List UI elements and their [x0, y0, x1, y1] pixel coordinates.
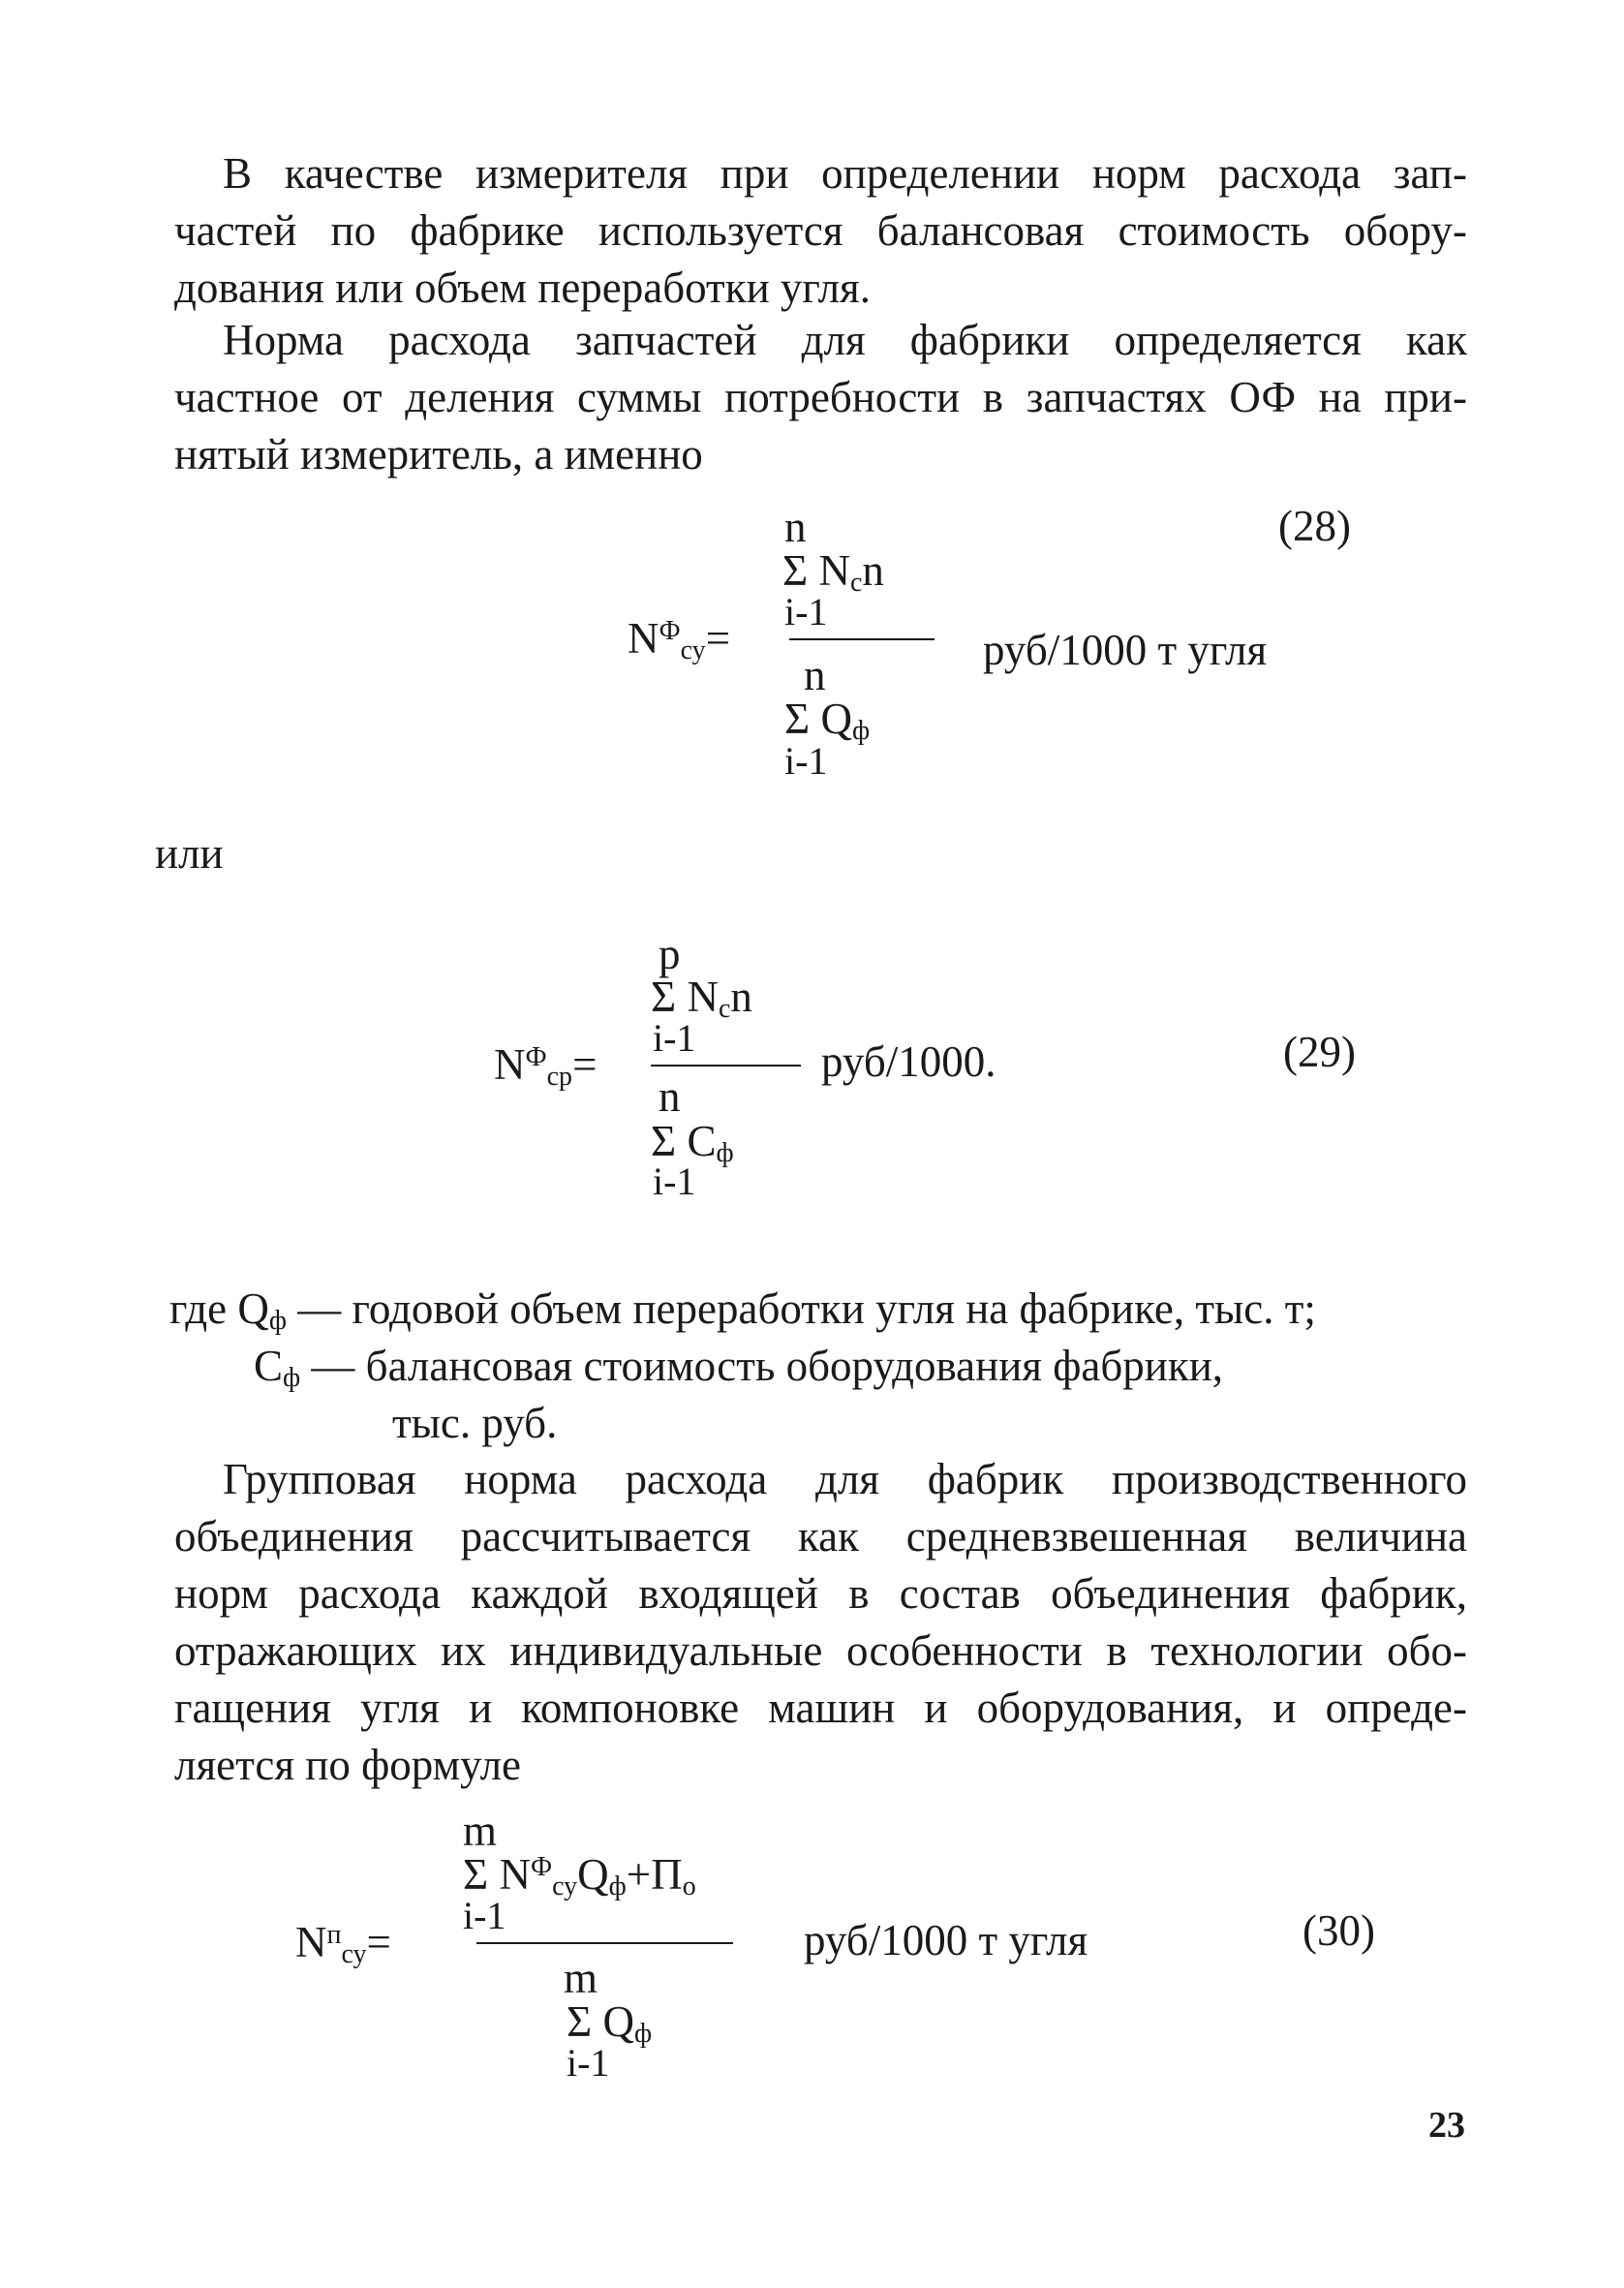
formula-30-lhs: $N^п_{су}=$ [295, 1918, 391, 1969]
paragraph-3-line: объединения рассчитывается как средневзвешенная величина [174, 1512, 1467, 1561]
formula-30-fraction-bar [476, 1942, 733, 1944]
definitions-line-2: $C_ф$ — балансовая стоимость оборудования фабрики, [254, 1342, 1224, 1393]
formula-30-unit: руб/1000 т угля [804, 1916, 1088, 1964]
formula-29-num-lower: i-1 [653, 1016, 696, 1060]
definition-symbol-c: $C_ф$ [254, 1342, 301, 1393]
formula-29-denominator: Σ $C_ф$ [651, 1117, 734, 1168]
paragraph-3 [174, 1451, 1467, 1794]
formula-29-den-lower: i-1 [653, 1159, 696, 1203]
definitions-line-3: тыс. руб. [392, 1399, 558, 1447]
formula-29-numerator: Σ $N_сn$ [651, 973, 752, 1024]
formula-29-fraction-bar [651, 1065, 801, 1067]
formula-29-lhs: $N^Ф_{ср}=$ [494, 1040, 598, 1092]
paragraph-3-line: гащения угля и компоновке машин и оборудования, и опреде- [174, 1684, 1467, 1732]
formula-30-num-upper: m [463, 1807, 498, 1855]
definitions-line-1: где $Q_ф$ — годовой объем переработки угля на фабрике, тыс. т; [169, 1284, 1316, 1336]
formula-30-den-lower: i-1 [567, 2041, 610, 2085]
formula-30-numerator: Σ $N^Ф_{су}Q_ф+П_о$ [463, 1850, 696, 1902]
formula-28-number: (28) [1278, 502, 1351, 550]
paragraph-1 [174, 145, 1467, 317]
paragraph-3-line: норм расхода каждой входящей в состав объединения фабрик, [174, 1569, 1467, 1618]
definition-symbol-q: $Q_ф$ [237, 1284, 287, 1336]
formula-30-num-lower: i-1 [463, 1894, 506, 1937]
formula-29-den-upper: n [659, 1072, 681, 1121]
formula-28-numerator: Σ $N_сn$ [782, 546, 884, 598]
formula-28-num-lower: i-1 [784, 590, 828, 634]
formula-29-unit: руб/1000. [821, 1037, 996, 1086]
paragraph-3-line: Групповая норма расхода для фабрик производственного [223, 1455, 1467, 1503]
paragraph-2 [174, 312, 1467, 483]
paragraph-1-line: частей по фабрике используется балансовая стоимость обору- [174, 206, 1467, 255]
paragraph-1-line: В качестве измерителя при определении норм расхода зап- [223, 149, 1467, 198]
paragraph-2-line: Норма расхода запчастей для фабрики определяется как [223, 316, 1467, 364]
formula-28-denominator: Σ $Q_ф$ [784, 695, 871, 746]
paragraph-3-line: отражающих их индивидуальные особенности в технологии обо- [174, 1626, 1467, 1675]
formula-28-den-lower: i-1 [784, 739, 828, 783]
formula-29-number: (29) [1283, 1028, 1356, 1076]
page-number: 23 [1428, 2105, 1465, 2146]
formula-30-number: (30) [1302, 1906, 1375, 1955]
formula-28-den-upper: n [804, 651, 826, 699]
formula-28-lhs: $N^Ф_{су}=$ [628, 614, 731, 665]
paragraph-2-line: частное от деления суммы потребности в запчастях ОФ на при- [174, 373, 1467, 421]
formula-30-denominator: Σ $Q_ф$ [567, 1997, 653, 2049]
formula-28-fraction-bar [789, 638, 935, 640]
paragraph-2-line: нятый измеритель, а именно [174, 430, 703, 479]
formula-28-unit: руб/1000 т угля [983, 626, 1268, 674]
connector-word: или [155, 829, 224, 878]
paragraph-1-line: дования или объем переработки угля. [174, 263, 871, 312]
formula-29-num-upper: p [659, 930, 681, 978]
formula-30-den-upper: m [564, 1954, 598, 2002]
formula-28-num-upper: n [784, 503, 807, 551]
paragraph-3-line: ляется по формуле [174, 1741, 522, 1789]
